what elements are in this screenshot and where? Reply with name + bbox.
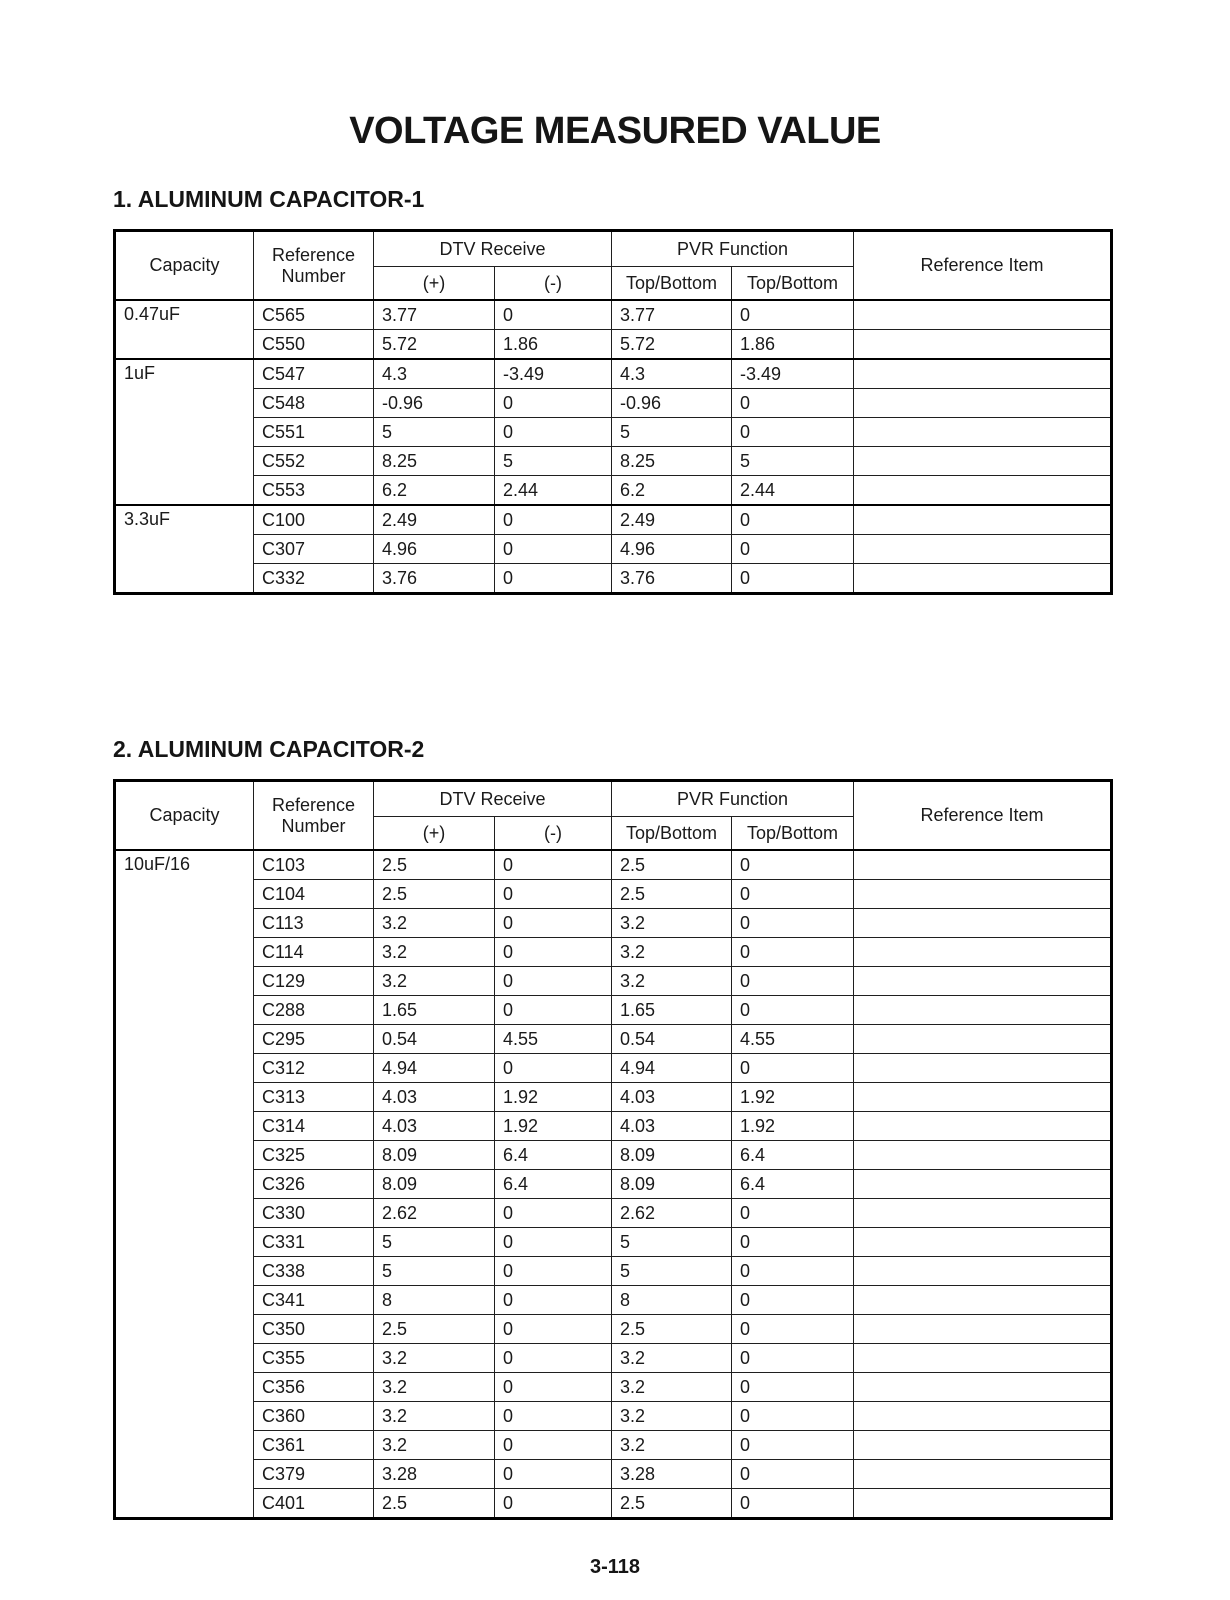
cell-pvr-top-bottom-1: 3.2: [612, 1373, 732, 1402]
cell-reference-item: [854, 535, 1112, 564]
cell-reference-number: C379: [254, 1460, 374, 1489]
cell-dtv-minus: 0: [495, 880, 612, 909]
cell-dtv-plus: 5: [374, 1257, 495, 1286]
cell-dtv-minus: 0: [495, 505, 612, 535]
table-row: [115, 996, 1112, 1025]
cell-reference-item: [854, 505, 1112, 535]
cell-reference-number: C338: [254, 1257, 374, 1286]
col-group-pvr-function: PVR Function: [612, 231, 854, 267]
cell-pvr-top-bottom-2: 0: [732, 996, 854, 1025]
cell-capacity: 1uF: [115, 359, 254, 505]
table-row: [115, 1489, 1112, 1519]
table-row: [115, 447, 1112, 476]
cell-dtv-minus: 0: [495, 1228, 612, 1257]
cell-pvr-top-bottom-2: 0: [732, 1199, 854, 1228]
col-header-dtv-plus: (+): [374, 267, 495, 301]
cell-dtv-minus: 1.86: [495, 330, 612, 360]
cell-dtv-plus: 2.5: [374, 850, 495, 880]
table-header: [115, 231, 1112, 301]
table-row: [115, 1402, 1112, 1431]
cell-reference-number: C113: [254, 909, 374, 938]
cell-pvr-top-bottom-1: 8: [612, 1286, 732, 1315]
table-row: [115, 1344, 1112, 1373]
table-row: [115, 850, 1112, 880]
section-heading-2: 2. ALUMINUM CAPACITOR-2: [113, 736, 425, 762]
cell-reference-item: [854, 1402, 1112, 1431]
cell-dtv-plus: 4.94: [374, 1054, 495, 1083]
cell-dtv-minus: 0: [495, 850, 612, 880]
cell-pvr-top-bottom-1: 5: [612, 1228, 732, 1257]
cell-pvr-top-bottom-1: 5: [612, 418, 732, 447]
cell-dtv-minus: 0: [495, 418, 612, 447]
cell-dtv-minus: 0: [495, 938, 612, 967]
cell-reference-number: C550: [254, 330, 374, 360]
cell-pvr-top-bottom-1: 5.72: [612, 330, 732, 360]
cell-pvr-top-bottom-2: 0: [732, 1489, 854, 1519]
cell-pvr-top-bottom-2: 6.4: [732, 1141, 854, 1170]
cell-pvr-top-bottom-2: 0: [732, 1257, 854, 1286]
cell-dtv-plus: 3.77: [374, 300, 495, 330]
cell-dtv-minus: 0: [495, 1054, 612, 1083]
table-row: [115, 1025, 1112, 1054]
cell-reference-number: C547: [254, 359, 374, 389]
table-row: [115, 909, 1112, 938]
col-header-pvr-top-bottom-2: Top/Bottom: [732, 817, 854, 851]
cell-pvr-top-bottom-1: 8.09: [612, 1170, 732, 1199]
cell-pvr-top-bottom-2: 0: [732, 535, 854, 564]
cell-pvr-top-bottom-2: 0: [732, 418, 854, 447]
cell-pvr-top-bottom-1: 3.77: [612, 300, 732, 330]
cell-pvr-top-bottom-1: 0.54: [612, 1025, 732, 1054]
cell-dtv-plus: 2.5: [374, 1315, 495, 1344]
col-header-dtv-plus: (+): [374, 817, 495, 851]
cell-reference-item: [854, 1083, 1112, 1112]
cell-pvr-top-bottom-2: 0: [732, 1054, 854, 1083]
cell-reference-number: C565: [254, 300, 374, 330]
cell-dtv-plus: 5: [374, 418, 495, 447]
table-row: [115, 359, 1112, 389]
cell-reference-item: [854, 996, 1112, 1025]
table-body-0: [115, 300, 1112, 594]
cell-dtv-minus: 6.4: [495, 1141, 612, 1170]
cell-reference-item: [854, 909, 1112, 938]
col-header-capacity: Capacity: [115, 231, 254, 301]
cell-pvr-top-bottom-1: 4.03: [612, 1112, 732, 1141]
cell-pvr-top-bottom-1: 1.65: [612, 996, 732, 1025]
cell-dtv-plus: 3.2: [374, 1373, 495, 1402]
cell-pvr-top-bottom-1: 3.2: [612, 938, 732, 967]
cell-dtv-plus: 2.5: [374, 1489, 495, 1519]
cell-dtv-minus: 0: [495, 1402, 612, 1431]
cell-pvr-top-bottom-2: 0: [732, 967, 854, 996]
table-row: [115, 1199, 1112, 1228]
cell-pvr-top-bottom-2: 1.92: [732, 1083, 854, 1112]
cell-dtv-minus: 0: [495, 564, 612, 594]
cell-pvr-top-bottom-1: 4.94: [612, 1054, 732, 1083]
cell-pvr-top-bottom-2: 4.55: [732, 1025, 854, 1054]
cell-pvr-top-bottom-1: 2.62: [612, 1199, 732, 1228]
cell-reference-item: [854, 1373, 1112, 1402]
cell-dtv-minus: 2.44: [495, 476, 612, 506]
cell-pvr-top-bottom-2: -3.49: [732, 359, 854, 389]
cell-dtv-minus: 0: [495, 300, 612, 330]
cell-pvr-top-bottom-2: 0: [732, 1315, 854, 1344]
cell-dtv-plus: 3.2: [374, 1402, 495, 1431]
cell-pvr-top-bottom-1: 3.2: [612, 1344, 732, 1373]
cell-reference-number: C551: [254, 418, 374, 447]
table-row: [115, 330, 1112, 360]
table-row: [115, 1286, 1112, 1315]
col-group-dtv-receive: DTV Receive: [374, 231, 612, 267]
cell-pvr-top-bottom-2: 0: [732, 300, 854, 330]
table-row: [115, 1170, 1112, 1199]
cell-pvr-top-bottom-2: 2.44: [732, 476, 854, 506]
table-row: [115, 1431, 1112, 1460]
table-row: [115, 1373, 1112, 1402]
cell-dtv-minus: 0: [495, 1460, 612, 1489]
cell-pvr-top-bottom-1: 4.03: [612, 1083, 732, 1112]
section-heading-1: 1. ALUMINUM CAPACITOR-1: [113, 186, 425, 212]
cell-capacity: 10uF/16: [115, 850, 254, 1519]
page-content: [113, 186, 1110, 1520]
cell-reference-item: [854, 1460, 1112, 1489]
table-row: [115, 418, 1112, 447]
cell-reference-number: C103: [254, 850, 374, 880]
cell-pvr-top-bottom-2: 1.92: [732, 1112, 854, 1141]
cell-pvr-top-bottom-1: 3.2: [612, 1402, 732, 1431]
cell-reference-number: C114: [254, 938, 374, 967]
cell-reference-item: [854, 938, 1112, 967]
cell-dtv-minus: 0: [495, 1431, 612, 1460]
cell-dtv-minus: 0: [495, 1373, 612, 1402]
cell-dtv-plus: 3.28: [374, 1460, 495, 1489]
cell-reference-item: [854, 389, 1112, 418]
cell-dtv-plus: 4.03: [374, 1083, 495, 1112]
cell-reference-number: C325: [254, 1141, 374, 1170]
col-header-capacity: Capacity: [115, 781, 254, 851]
cell-pvr-top-bottom-2: 0: [732, 389, 854, 418]
cell-pvr-top-bottom-1: 4.96: [612, 535, 732, 564]
cell-pvr-top-bottom-1: 3.2: [612, 967, 732, 996]
table-row: [115, 880, 1112, 909]
cell-pvr-top-bottom-2: 0: [732, 564, 854, 594]
cell-reference-item: [854, 880, 1112, 909]
cell-dtv-minus: 0: [495, 1315, 612, 1344]
cell-dtv-plus: 2.5: [374, 880, 495, 909]
cell-pvr-top-bottom-2: 0: [732, 1344, 854, 1373]
cell-reference-item: [854, 476, 1112, 506]
cell-pvr-top-bottom-2: 0: [732, 1286, 854, 1315]
cell-pvr-top-bottom-2: 0: [732, 1460, 854, 1489]
col-header-reference-item: Reference Item: [854, 231, 1112, 301]
cell-dtv-minus: 0: [495, 996, 612, 1025]
cell-reference-number: C312: [254, 1054, 374, 1083]
col-header-pvr-top-bottom-1: Top/Bottom: [612, 817, 732, 851]
table-row: [115, 1141, 1112, 1170]
cell-dtv-plus: 3.2: [374, 938, 495, 967]
cell-pvr-top-bottom-1: 2.49: [612, 505, 732, 535]
cell-pvr-top-bottom-2: 6.4: [732, 1170, 854, 1199]
cell-dtv-plus: 3.76: [374, 564, 495, 594]
cell-dtv-minus: 0: [495, 389, 612, 418]
table-row: [115, 535, 1112, 564]
cell-reference-number: C307: [254, 535, 374, 564]
cell-pvr-top-bottom-1: 4.3: [612, 359, 732, 389]
col-header-pvr-top-bottom-1: Top/Bottom: [612, 267, 732, 301]
cell-pvr-top-bottom-1: 8.09: [612, 1141, 732, 1170]
cell-dtv-minus: 0: [495, 967, 612, 996]
cell-pvr-top-bottom-2: 0: [732, 505, 854, 535]
table-row: [115, 1083, 1112, 1112]
cell-dtv-plus: 5: [374, 1228, 495, 1257]
cell-dtv-plus: 8.09: [374, 1170, 495, 1199]
cell-reference-number: C332: [254, 564, 374, 594]
cell-dtv-minus: 0: [495, 1344, 612, 1373]
cell-reference-item: [854, 1431, 1112, 1460]
col-group-dtv-receive: DTV Receive: [374, 781, 612, 817]
cell-pvr-top-bottom-2: 1.86: [732, 330, 854, 360]
cell-reference-item: [854, 1170, 1112, 1199]
cell-pvr-top-bottom-2: 0: [732, 1431, 854, 1460]
cell-dtv-plus: 3.2: [374, 1431, 495, 1460]
cell-reference-item: [854, 300, 1112, 330]
cell-dtv-plus: -0.96: [374, 389, 495, 418]
cell-reference-item: [854, 1141, 1112, 1170]
cell-reference-number: C341: [254, 1286, 374, 1315]
cell-pvr-top-bottom-2: 0: [732, 850, 854, 880]
col-header-reference-number: Reference Number: [254, 781, 374, 851]
cell-capacity: 0.47uF: [115, 300, 254, 359]
cell-reference-number: C360: [254, 1402, 374, 1431]
cell-dtv-minus: 5: [495, 447, 612, 476]
cell-reference-item: [854, 1228, 1112, 1257]
cell-dtv-minus: 0: [495, 535, 612, 564]
cell-pvr-top-bottom-1: 3.2: [612, 909, 732, 938]
cell-dtv-minus: 4.55: [495, 1025, 612, 1054]
cell-pvr-top-bottom-1: 2.5: [612, 1489, 732, 1519]
cell-dtv-plus: 4.03: [374, 1112, 495, 1141]
table-row: [115, 1460, 1112, 1489]
cell-pvr-top-bottom-1: 2.5: [612, 850, 732, 880]
cell-pvr-top-bottom-1: 2.5: [612, 1315, 732, 1344]
cell-pvr-top-bottom-1: 3.28: [612, 1460, 732, 1489]
cell-reference-number: C326: [254, 1170, 374, 1199]
cell-reference-item: [854, 1489, 1112, 1519]
col-header-dtv-minus: (-): [495, 817, 612, 851]
cell-dtv-plus: 1.65: [374, 996, 495, 1025]
cell-reference-item: [854, 1112, 1112, 1141]
cell-dtv-plus: 2.62: [374, 1199, 495, 1228]
cell-pvr-top-bottom-2: 0: [732, 880, 854, 909]
cell-reference-number: C104: [254, 880, 374, 909]
cell-reference-number: C129: [254, 967, 374, 996]
cell-pvr-top-bottom-1: 8.25: [612, 447, 732, 476]
table-row: [115, 476, 1112, 506]
cell-reference-item: [854, 1025, 1112, 1054]
cell-reference-item: [854, 447, 1112, 476]
col-group-pvr-function: PVR Function: [612, 781, 854, 817]
cell-reference-item: [854, 418, 1112, 447]
table-row: [115, 938, 1112, 967]
cell-dtv-plus: 3.2: [374, 1344, 495, 1373]
cell-pvr-top-bottom-2: 0: [732, 1228, 854, 1257]
cell-reference-item: [854, 359, 1112, 389]
cell-dtv-plus: 2.49: [374, 505, 495, 535]
col-header-reference-item: Reference Item: [854, 781, 1112, 851]
cell-reference-number: C553: [254, 476, 374, 506]
cell-pvr-top-bottom-1: 6.2: [612, 476, 732, 506]
page-title: VOLTAGE MEASURED VALUE: [349, 110, 881, 152]
col-header-reference-number: Reference Number: [254, 231, 374, 301]
cell-reference-item: [854, 1199, 1112, 1228]
cell-pvr-top-bottom-2: 5: [732, 447, 854, 476]
cell-reference-item: [854, 564, 1112, 594]
cell-reference-item: [854, 330, 1112, 360]
cell-capacity: 3.3uF: [115, 505, 254, 594]
cell-reference-number: C313: [254, 1083, 374, 1112]
cell-dtv-minus: 0: [495, 909, 612, 938]
table-row: [115, 1112, 1112, 1141]
cell-dtv-plus: 3.2: [374, 967, 495, 996]
cell-pvr-top-bottom-1: 3.2: [612, 1431, 732, 1460]
cell-reference-item: [854, 1315, 1112, 1344]
table-row: [115, 505, 1112, 535]
page-number: 3-118: [589, 1556, 641, 1578]
table-row: [115, 1228, 1112, 1257]
cell-pvr-top-bottom-1: 5: [612, 1257, 732, 1286]
cell-pvr-top-bottom-2: 0: [732, 1373, 854, 1402]
cell-reference-item: [854, 1054, 1112, 1083]
cell-reference-number: C548: [254, 389, 374, 418]
cell-dtv-plus: 3.2: [374, 909, 495, 938]
table-row: [115, 967, 1112, 996]
cell-dtv-plus: 5.72: [374, 330, 495, 360]
col-header-dtv-minus: (-): [495, 267, 612, 301]
cell-reference-number: C356: [254, 1373, 374, 1402]
cell-reference-item: [854, 850, 1112, 880]
cell-reference-number: C401: [254, 1489, 374, 1519]
cell-pvr-top-bottom-2: 0: [732, 938, 854, 967]
table-row: [115, 1054, 1112, 1083]
cell-reference-number: C100: [254, 505, 374, 535]
cell-dtv-plus: 8.25: [374, 447, 495, 476]
cell-reference-number: C331: [254, 1228, 374, 1257]
capacitor-table-2: [113, 779, 1113, 1520]
cell-reference-number: C295: [254, 1025, 374, 1054]
header-row-groups: [115, 231, 1112, 267]
table-row: [115, 300, 1112, 330]
cell-dtv-minus: 0: [495, 1257, 612, 1286]
table-body-1: [115, 850, 1112, 1519]
cell-pvr-top-bottom-1: 3.76: [612, 564, 732, 594]
cell-pvr-top-bottom-2: 0: [732, 909, 854, 938]
cell-reference-item: [854, 967, 1112, 996]
cell-dtv-minus: 1.92: [495, 1112, 612, 1141]
capacitor-table-1: [113, 229, 1113, 595]
cell-reference-item: [854, 1344, 1112, 1373]
table-row: [115, 389, 1112, 418]
cell-dtv-minus: -3.49: [495, 359, 612, 389]
cell-dtv-plus: 6.2: [374, 476, 495, 506]
cell-reference-number: C350: [254, 1315, 374, 1344]
cell-pvr-top-bottom-2: 0: [732, 1402, 854, 1431]
table-row: [115, 564, 1112, 594]
cell-reference-item: [854, 1286, 1112, 1315]
cell-dtv-minus: 6.4: [495, 1170, 612, 1199]
cell-reference-number: C330: [254, 1199, 374, 1228]
table-row: [115, 1315, 1112, 1344]
cell-dtv-minus: 1.92: [495, 1083, 612, 1112]
cell-reference-item: [854, 1257, 1112, 1286]
cell-dtv-plus: 8.09: [374, 1141, 495, 1170]
cell-reference-number: C314: [254, 1112, 374, 1141]
cell-dtv-plus: 4.3: [374, 359, 495, 389]
table-header: [115, 781, 1112, 851]
cell-dtv-plus: 0.54: [374, 1025, 495, 1054]
cell-reference-number: C288: [254, 996, 374, 1025]
table-row: [115, 1257, 1112, 1286]
cell-dtv-minus: 0: [495, 1199, 612, 1228]
cell-reference-number: C552: [254, 447, 374, 476]
cell-reference-number: C361: [254, 1431, 374, 1460]
cell-dtv-plus: 4.96: [374, 535, 495, 564]
cell-dtv-minus: 0: [495, 1286, 612, 1315]
cell-reference-number: C355: [254, 1344, 374, 1373]
cell-pvr-top-bottom-1: -0.96: [612, 389, 732, 418]
col-header-pvr-top-bottom-2: Top/Bottom: [732, 267, 854, 301]
cell-dtv-minus: 0: [495, 1489, 612, 1519]
cell-dtv-plus: 8: [374, 1286, 495, 1315]
cell-pvr-top-bottom-1: 2.5: [612, 880, 732, 909]
header-row-groups: [115, 781, 1112, 817]
